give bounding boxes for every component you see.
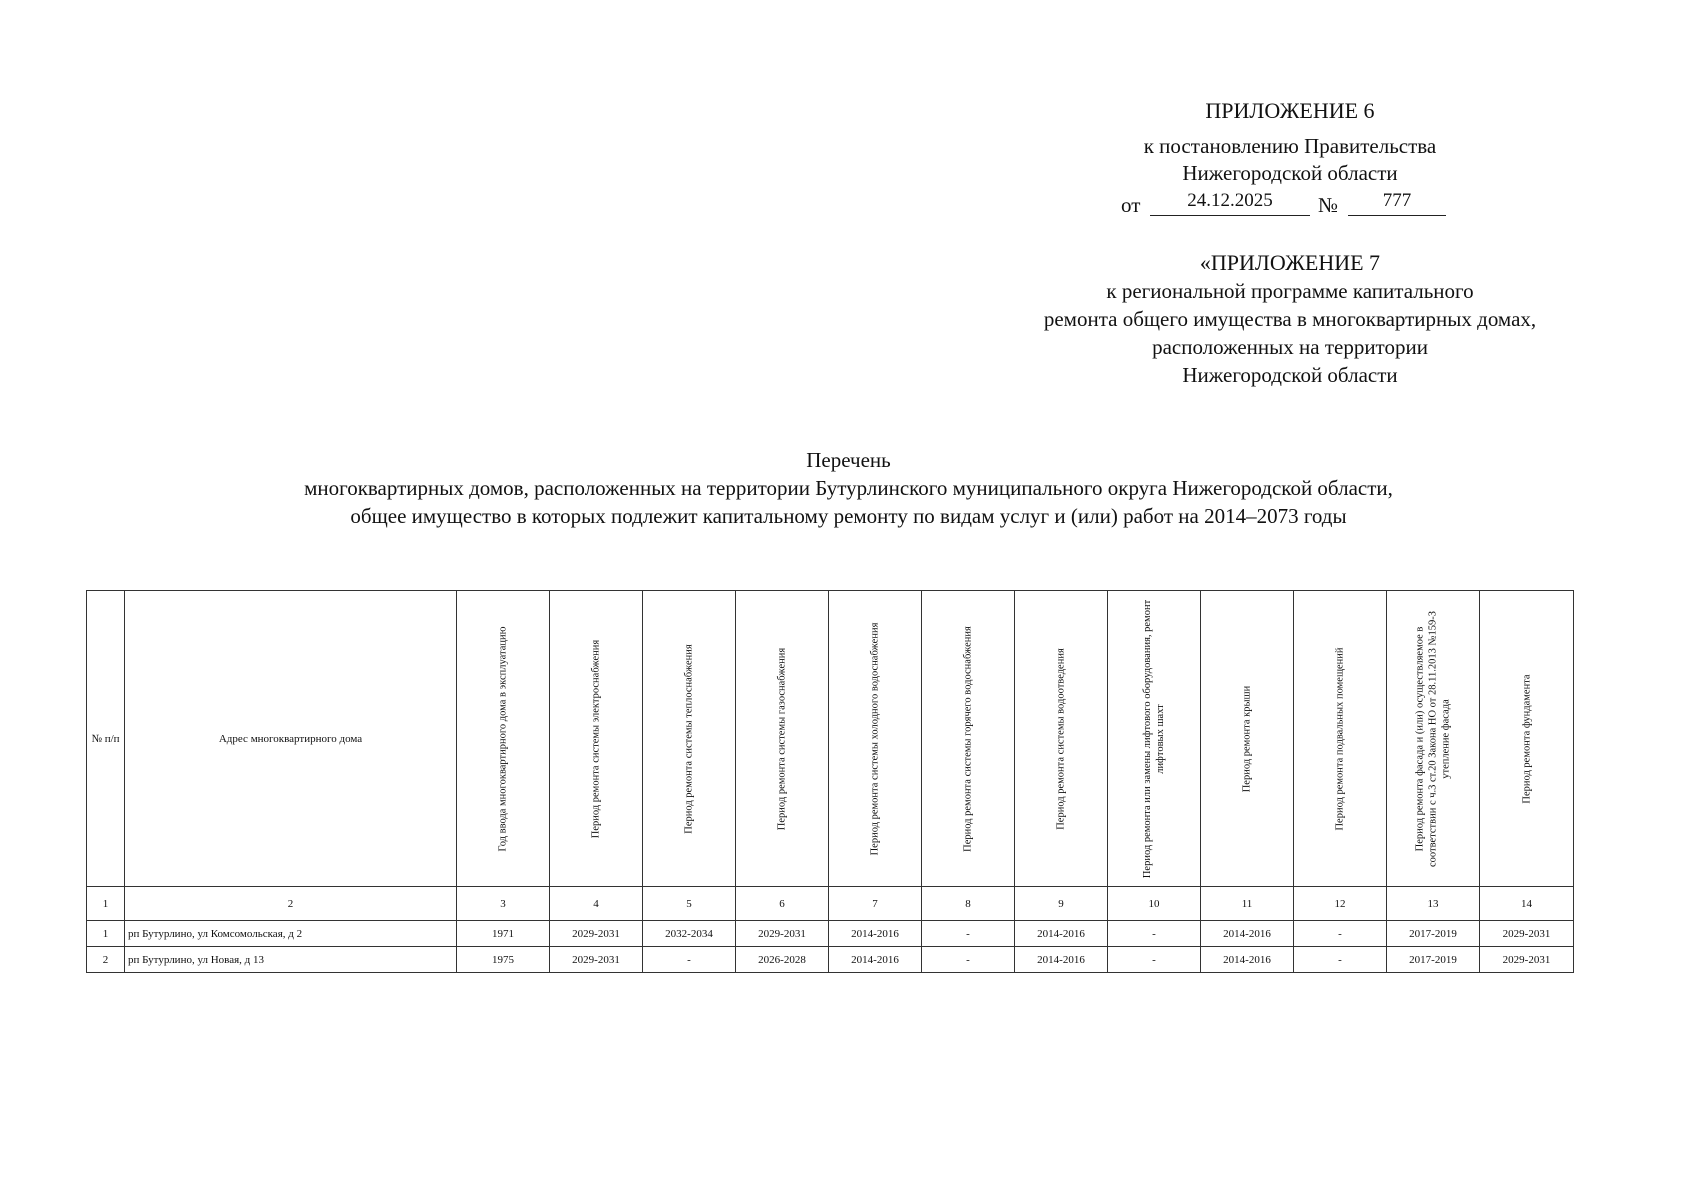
table-cell: - [922, 947, 1015, 973]
header-label: Год ввода многоквартирного дома в эксплуатацию [497, 626, 509, 851]
table-cell: 2029-2031 [550, 947, 643, 973]
header-label: Период ремонта фундамента [1521, 673, 1532, 804]
column-header [922, 591, 1015, 887]
appendix-6-header [1080, 97, 1500, 217]
table-cell: 2014-2016 [829, 947, 922, 973]
column-number: 1 [87, 887, 125, 921]
appendix-6-title: ПРИЛОЖЕНИЕ 6 [1205, 98, 1375, 123]
decree-date-line [1080, 187, 1500, 217]
column-header [1201, 591, 1294, 887]
table-cell: 1971 [457, 921, 550, 947]
header-label: Период ремонта или замены лифтового оборудования, ремонт лифтовых шахт [1142, 599, 1166, 878]
appendix-7-line-1: к региональной программе капитального [1106, 279, 1474, 303]
column-header [1108, 591, 1201, 887]
table-row [87, 921, 1574, 947]
table-cell: - [1294, 947, 1387, 973]
column-header [125, 591, 457, 887]
table-cell: 2029-2031 [1480, 947, 1574, 973]
decree-number: 777 [1348, 187, 1446, 216]
column-number: 9 [1015, 887, 1108, 921]
column-number: 3 [457, 887, 550, 921]
table-cell: 2014-2016 [1015, 921, 1108, 947]
table-cell: 2014-2016 [829, 921, 922, 947]
appendix-6-line-2: Нижегородской области [1182, 161, 1398, 185]
header-label: Период ремонта крыши [1241, 685, 1253, 792]
appendix-6-line-1: к постановлению Правительства [1143, 134, 1437, 158]
column-header [829, 591, 922, 887]
table-cell: 1975 [457, 947, 550, 973]
table-cell: - [643, 947, 736, 973]
appendix-7-header [980, 249, 1600, 389]
table-cell: 1 [87, 921, 125, 947]
column-number-row [87, 887, 1574, 921]
table-cell: 2029-2031 [736, 921, 829, 947]
table-cell: - [1294, 921, 1387, 947]
table-cell: 2014-2016 [1201, 947, 1294, 973]
column-header [550, 591, 643, 887]
table-cell: - [1108, 947, 1201, 973]
table-row [87, 947, 1574, 973]
table-cell: 2014-2016 [1015, 947, 1108, 973]
column-number: 6 [736, 887, 829, 921]
list-title: Перечень [806, 448, 891, 472]
header-label: Период ремонта системы горячего водоснабжения [962, 625, 974, 852]
column-header [1294, 591, 1387, 887]
column-number: 7 [829, 887, 922, 921]
table-cell: 2 [87, 947, 125, 973]
decree-date: 24.12.2025 [1150, 187, 1310, 216]
appendix-7-line-4: Нижегородской области [1182, 363, 1398, 387]
column-header [736, 591, 829, 887]
appendix-7-line-2: ремонта общего имущества в многоквартирных домах, [1043, 307, 1537, 331]
column-header [87, 591, 125, 887]
table-cell-address: рп Бутурлино, ул Комсомольская, д 2 [125, 921, 457, 947]
table-cell: 2029-2031 [1480, 921, 1574, 947]
column-number: 5 [643, 887, 736, 921]
table-cell: 2032-2034 [643, 921, 736, 947]
table-header-row [87, 591, 1574, 887]
repair-schedule-table [86, 590, 1574, 973]
list-subtitle-line-1: многоквартирных домов, расположенных на территории Бутурлинского муниципального округа Нижегородской области, [304, 476, 1393, 500]
appendix-7-line-3: расположенных на территории [1152, 335, 1428, 359]
column-number: 10 [1108, 887, 1201, 921]
header-label: № п/п [91, 732, 120, 745]
header-label: Период ремонта фасада и (или) осуществляемое в соответствии с ч.3 ст.20 Закона НО от 28.11.2013 №159-З утепление фасада [1414, 610, 1452, 867]
appendix-7-title: «ПРИЛОЖЕНИЕ 7 [1199, 250, 1381, 275]
table-cell: 2017-2019 [1387, 921, 1480, 947]
column-header [1480, 591, 1574, 887]
header-label: Период ремонта системы электроснабжения [590, 639, 602, 838]
from-label: от [1121, 193, 1141, 217]
column-number: 8 [922, 887, 1015, 921]
table-cell: 2029-2031 [550, 921, 643, 947]
column-number: 14 [1480, 887, 1574, 921]
header-label: Период ремонта системы газоснабжения [776, 647, 788, 830]
list-heading [60, 446, 1637, 530]
column-number: 2 [125, 887, 457, 921]
header-label: Период ремонта системы водоотведения [1055, 647, 1067, 830]
column-header [1387, 591, 1480, 887]
header-label: Период ремонта системы холодного водоснабжения [869, 622, 881, 855]
column-header [643, 591, 736, 887]
column-header [1015, 591, 1108, 887]
column-number: 12 [1294, 887, 1387, 921]
header-label: Период ремонта системы теплоснабжения [683, 643, 695, 834]
table-cell: - [922, 921, 1015, 947]
header-label: Период ремонта подвальных помещений [1334, 646, 1346, 831]
column-number: 4 [550, 887, 643, 921]
number-label: № [1318, 193, 1339, 217]
table-cell: 2017-2019 [1387, 947, 1480, 973]
table-cell: 2026-2028 [736, 947, 829, 973]
table-cell: 2014-2016 [1201, 921, 1294, 947]
column-number: 11 [1201, 887, 1294, 921]
column-number: 13 [1387, 887, 1480, 921]
list-subtitle-line-2: общее имущество в которых подлежит капитальному ремонту по видам услуг и (или) работ на 2014–2073 годы [350, 504, 1347, 528]
header-label: Адрес многоквартирного дома [218, 732, 363, 745]
table-cell-address: рп Бутурлино, ул Новая, д 13 [125, 947, 457, 973]
table-cell: - [1108, 921, 1201, 947]
column-header [457, 591, 550, 887]
